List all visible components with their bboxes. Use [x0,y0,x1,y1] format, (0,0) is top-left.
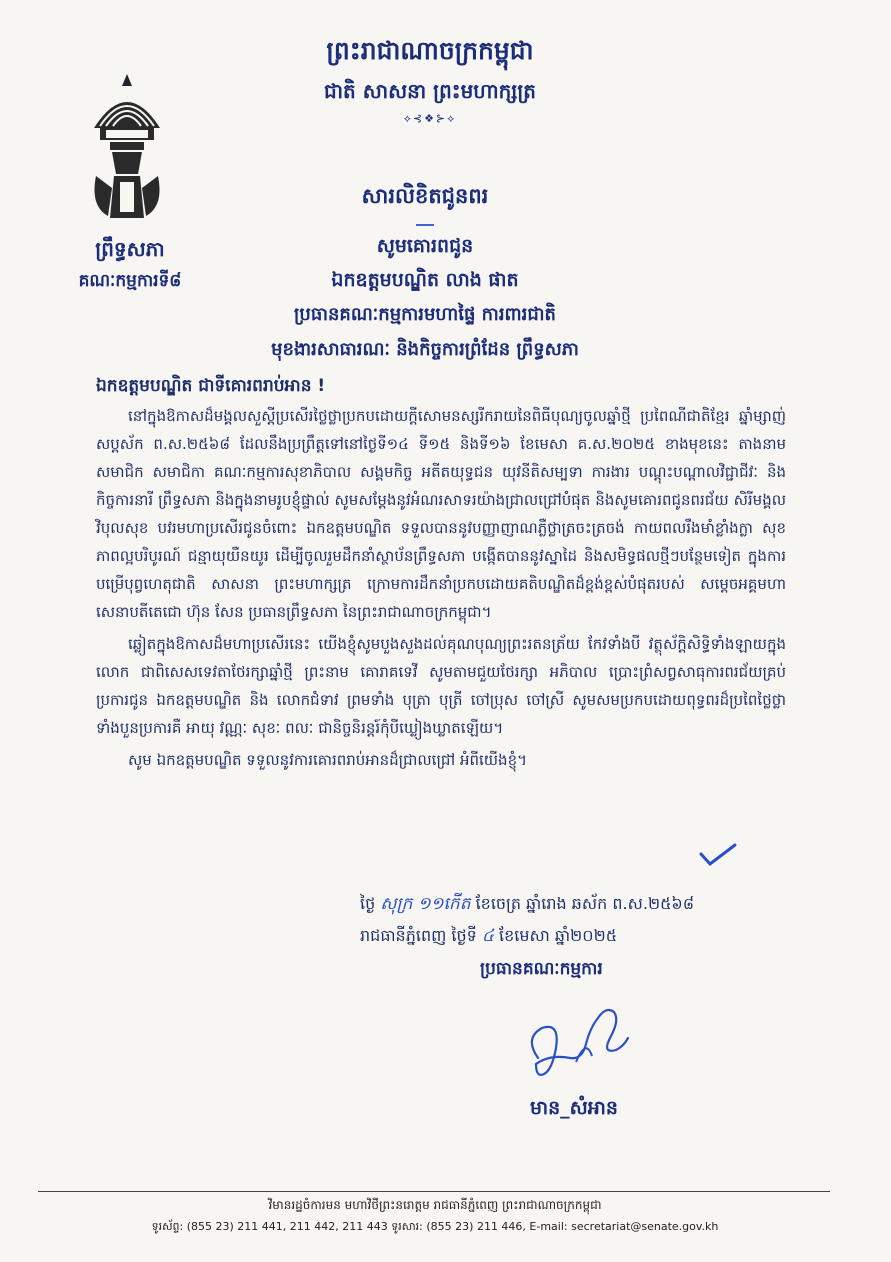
title-divider [416,224,434,226]
solar-suffix: ខែមេសា ឆ្នាំ២០២៥ [499,926,618,945]
paragraph-1: នៅក្នុងឱកាសដ៏មង្គលសួស្តីប្រសើរថ្លៃថ្លាប្រកបដោយក្តីសោមនស្សរីករាយនៃពិធីបុណ្យចូលឆ្នាំថ្មី ប្រពៃណីជាតិខ្មែរ ឆ្នាំម្សាញ់ សប្តស័ក ព.ស.២៥៦៨ ដែលនឹងប្រព្រឹត្តទៅនៅថ្ងៃទី១៤ ទី១៥ និងទី១៦ ខែមេសា គ.ស.២០២៥ ខាងមុខនេះ តាងនាមសមាជិក សមាជិកា គណៈកម្មការសុខាភិបាល សង្គមកិច្ច អតីតយុទ្ធជន យុវនីតិសម្បទា ការងារ បណ្តុះបណ្តាលវិជ្ជាជីវៈ និងកិច្ចការនារី ព្រឹទ្ធសភា និងក្នុងនាមរូបខ្ញុំផ្ទាល់ សូមសម្តែងនូវអំណរសាទរយ៉ាងជ្រាលជ្រៅបំផុត និងសូមគោរពជូនពរជ័យ សិរីមង្គល វិបុលសុខ បវរមហាប្រសើរជូនចំពោះ ឯកឧត្តមបណ្ឌិត ទទួលបាននូវបញ្ញាញាណភ្លឺថ្លាត្រចះត្រចង់ កាយពលរឹងមាំខ្លាំងក្លា សុខភាពល្អបរិបូរណ៍ ជន្មាយុយឺនយូរ ដើម្បីចូលរួមដឹកនាំស្ថាប័នព្រឹទ្ធសភា បង្កើតបាននូវស្នាដៃ និងសមិទ្ធផលថ្មីៗបន្ថែមទៀត ក្នុងការបម្រើបុព្វហេតុជាតិ សាសនា ព្រះមហាក្សត្រ ក្រោមការដឹកនាំប្រកបដោយគតិបណ្ឌិតដ៏ខ្ពង់ខ្ពស់បំផុតរបស់ សម្តេចអគ្គមហាសេនាបតីតេជោ ហ៊ុន សែន ប្រធានព្រឹទ្ធសភា នៃព្រះរាជាណាចក្រកម្ពុជា។ [96,407,786,621]
ornament-divider: ⟡⊰❖⊱⟡ [403,112,457,125]
salutation: ឯកឧត្តមបណ្ឌិត ជាទីគោរពរាប់អាន ! [96,376,326,396]
solar-prefix: រាជធានីភ្នំពេញ ថ្ងៃទី [360,926,477,945]
lunar-suffix: ខែចេត្រ ឆ្នាំរោង ឆស័ក ព.ស.២៥៦៨ [475,894,695,913]
handwritten-signature [520,998,640,1088]
commission-label: គណៈកម្មការទី៨ [78,271,182,291]
recipient-name: ឯកឧត្តមបណ្ឌិត លាង ផាត [331,269,519,291]
senate-block [50,236,210,295]
checkmark-icon [698,842,738,868]
solar-date [360,920,790,952]
lunar-handwritten: សុក្រ ១១កើត [380,894,471,914]
signer-name: មាន_សំអាន [530,1097,618,1119]
senate-label: ព្រឹទ្ធសភា [95,237,165,261]
paragraph-2: ឆ្លៀតក្នុងឱកាសដ៏មហាប្រសើរនេះ យើងខ្ញុំសូមបួងសួងដល់គុណបុណ្យព្រះរតនត្រ័យ កែវទាំងបី វត្ថុស័ក្តិសិទ្ធិទាំងឡាយក្នុងលោក ជាពិសេសទេវតាថែរក្សាឆ្នាំថ្មី ព្រះនាម គោរាគទេវី សូមតាមជួយថែរក្សា អភិបាល ប្រោះព្រំសព្វសាធុការពរជ័យគ្រប់ប្រការជូន ឯកឧត្តមបណ្ឌិត និង លោកជំទាវ ព្រមទាំង បុត្រា បុត្រី ចៅប្រុស ចៅស្រី សូមសមប្រកបដោយពុទ្ធពរដ៏ប្រពៃថ្លៃថ្លាទាំងបួនប្រការគឺ អាយុ វណ្ណៈ សុខៈ ពលៈ ជានិច្ចនិរន្តរ៍កុំបីឃ្លៀងឃ្លាតឡើយ។ [96,635,786,737]
lunar-date [360,888,790,920]
letter-title: សារលិខិតជូនពរ [361,184,489,208]
kingdom-heading [250,36,610,126]
letter-heading [200,183,650,364]
national-motto: ជាតិ សាសនា ព្រះមហាក្សត្រ [324,79,536,103]
closing-line: សូម ឯកឧត្តមបណ្ឌិត ទទួលនូវការគោរពរាប់អានដ៏ជ្រាលជ្រៅ អំពីយើងខ្ញុំ។ [128,751,527,769]
footer-divider [38,1191,830,1192]
recipient-position-1: ប្រធានគណៈកម្មការមហាផ្ទៃ ការពារជាតិ [294,304,556,325]
letter-body [96,372,786,789]
lunar-prefix: ថ្ងៃ [360,894,376,913]
signer-title: ប្រធានគណៈកម្មការ [480,959,603,979]
kingdom-title: ព្រះរាជាណាចក្រកម្ពុជា [326,36,534,65]
footer-address: វិមានរដ្ឋចំការមន មហាវិថីព្រះនរោត្តម រាជធានីភ្នំពេញ ព្រះរាជាណាចក្រកម្ពុជា [268,1198,602,1212]
recipient-position-2: មុខងារសាធារណៈ និងកិច្ចការព្រំដែន ព្រឹទ្ធសភា [271,339,579,360]
footer-contact: ទូរស័ព្ទ: (855 23) 211 441, 211 442, 211 443 ទូរសារ: (855 23) 211 446, E-mail: secretariat@senate.gov.kh [151,1220,719,1233]
senate-emblem-icon [82,66,172,226]
to-line: សូមគោរពជូន [376,235,474,257]
solar-handwritten: ៤ [481,926,494,946]
date-block [360,888,790,952]
